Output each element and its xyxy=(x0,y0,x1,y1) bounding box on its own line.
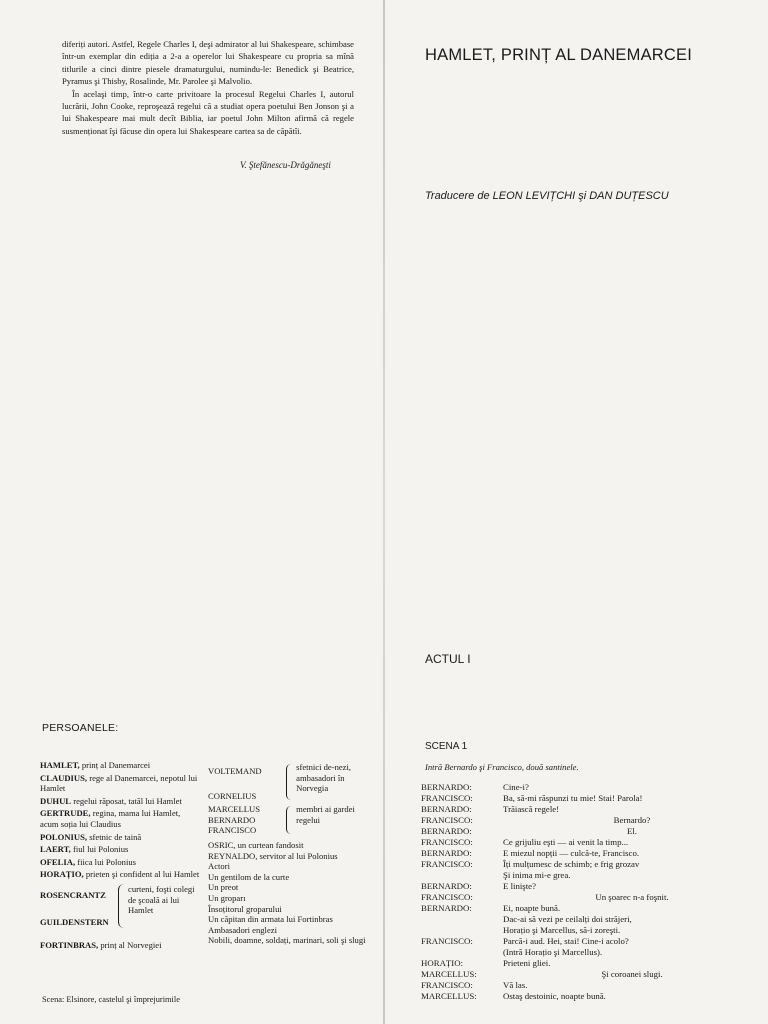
brace-group-courtiers xyxy=(40,884,200,940)
dialogue-line xyxy=(421,914,761,925)
intro-paragraph: diferiți autori. Astfel, Regele Charles I, deşi admirator al lui Shakespeare, schimbase într-un exemplar din ediția a 2-a a operelor lui Shakespeare cu propria sa mînă titlurile a cinci dintre piesele dramaturgului, numindu-le: Benedick şi Beatrice, Pyramus şi Thisby, Rosalinde, Mr. Parolee şi Malvolio. xyxy=(62,39,354,87)
line-text: Îți mulțumesc de schimb; e frig grozav xyxy=(503,859,640,869)
line-text: Şi inima mi-e grea. xyxy=(503,870,571,880)
dialogue-line xyxy=(421,804,761,815)
scene-heading: SCENA 1 xyxy=(425,741,468,752)
person-desc: curteni, foşti colegi de şcoală ai lui Hamlet xyxy=(128,883,195,916)
person-name: BERNARDO xyxy=(208,814,256,825)
dialogue-line xyxy=(421,782,761,793)
brace-mark xyxy=(286,764,291,800)
person-entry: GERTRUDE, regina, mama lui Hamlet, acum soția lui Claudius xyxy=(40,808,181,829)
person-desc: sfetnici de-nezi, ambasadori în Norvegia xyxy=(296,762,352,794)
person-entry: HORAȚIO, prieten şi confident al lui Hamlet xyxy=(40,869,200,880)
dialogue-line xyxy=(421,947,761,958)
persons-list-left xyxy=(40,760,200,953)
speaker-name: BERNARDO: xyxy=(421,804,472,814)
persons-heading: PERSOANELE: xyxy=(42,722,119,734)
line-text: Parcă-i aud. Hei, stai! Cine-i acolo? xyxy=(503,936,629,946)
person-name: MARCELLUS xyxy=(208,804,261,814)
line-text: El. xyxy=(626,826,638,836)
line-text: E miezul nopții — culcă-te, Francisco. xyxy=(503,848,640,858)
dialogue-line xyxy=(421,936,761,947)
dialogue-line xyxy=(421,815,761,826)
dialogue-line xyxy=(421,903,761,914)
person-name: GUILDENSTERN xyxy=(40,916,109,927)
line-text: (Intră Horațio şi Marcellus). xyxy=(503,947,603,957)
speaker-name xyxy=(421,914,503,925)
person-entry: POLONIUS, sfetnic de taină xyxy=(40,831,142,842)
line-text: Bernardo? xyxy=(613,815,651,825)
dialogue-line xyxy=(421,958,761,969)
person-name: VOLTEMAND xyxy=(208,766,262,776)
dialogue-line xyxy=(421,870,761,881)
speaker-name: FRANCISCO: xyxy=(421,815,473,825)
dialogue-line xyxy=(421,837,761,848)
speaker-name: BERNARDO: xyxy=(421,826,472,836)
person-entry: Un căpitan din armata lui Fortinbras xyxy=(208,914,333,925)
line-text: Trăiască regele! xyxy=(503,804,560,814)
dialogue-line xyxy=(421,848,761,859)
person-entry: OFELIA, fiica lui Polonius xyxy=(40,856,136,867)
person-name: FRANCISCO xyxy=(208,825,257,836)
dialogue-line xyxy=(421,826,761,837)
person-entry: Un groparı xyxy=(208,892,246,903)
person-entry: Actori xyxy=(208,861,230,872)
right-page xyxy=(385,0,768,1024)
dialogue-line xyxy=(421,793,761,804)
act-heading: ACTUL I xyxy=(425,652,471,666)
speaker-name xyxy=(421,870,503,881)
person-desc: membri ai gardei regelui xyxy=(296,804,355,825)
person-entry: LAERT, fiul lui Polonius xyxy=(40,844,129,855)
person-entry: REYNALDO, servitor al lui Polonius xyxy=(208,850,338,861)
speaker-name: FRANCISCO: xyxy=(421,837,473,847)
brace-mark xyxy=(118,884,125,928)
brace-mark xyxy=(286,806,291,834)
person-entry: DUHUL regelui răposat, tatăl lui Hamlet xyxy=(40,795,182,806)
speaker-name: FRANCISCO: xyxy=(421,892,473,902)
line-text: E linişte? xyxy=(503,881,536,891)
speaker-name xyxy=(421,925,503,936)
brace-group-ambassadors xyxy=(208,762,373,800)
line-text: Un şoarec n-a foşnit. xyxy=(595,892,669,902)
play-title: HAMLET, PRINȚ AL DANEMARCEI xyxy=(425,46,693,64)
scene-location: Scena: Elsinore, castelul şi împrejurimile xyxy=(42,995,180,1004)
speaker-name: MARCELLUS: xyxy=(421,969,477,979)
persons-list-right xyxy=(208,762,373,946)
person-entry: Un gentilom de la curte xyxy=(208,871,290,882)
dialogue-line xyxy=(421,969,761,980)
translators-credit: Traducere de LEON LEVIȚCHI şi DAN DUȚESCU xyxy=(425,190,669,202)
dialogue-line xyxy=(421,881,761,892)
person-entry: OSRIC, un curtean fandosit xyxy=(208,840,304,850)
person-name: CORNELIUS xyxy=(208,790,257,801)
brace-group-guards xyxy=(208,804,373,836)
person-entry: FORTINBRAS, prinț al Norvegiei xyxy=(40,939,162,950)
dialogue-line xyxy=(421,925,761,936)
speaker-name: FRANCISCO: xyxy=(421,980,473,990)
person-entry: Ambasadori englezi xyxy=(208,924,277,935)
line-text: Ba, să-mi răspunzi tu mie! Stai! Parola! xyxy=(503,793,643,803)
speaker-name: BERNARDO: xyxy=(421,782,472,792)
speaker-name: MARCELLUS: xyxy=(421,991,477,1001)
person-name: ROSENCRANTZ xyxy=(40,889,106,900)
intro-paragraph: În acelaşi timp, într-o carte privitoare la procesul Regelui Charles I, autorul lucrării, John Cooke, reproşează regelui că a studiat opera poetului Ben Jonson şi a lui Shakespeare mai mult decît Biblia, iar poetul John Milton afirmă că regele susmenționat îşi făcuse din opera lui Shakespeare cartea sa de căpătîi. xyxy=(62,88,354,136)
dialogue-line xyxy=(421,892,761,903)
stage-direction: Intră Bernardo şi Francisco, două santinele. xyxy=(425,762,579,772)
line-text: Ce grijuliu eşti — ai venit la timp... xyxy=(503,837,629,847)
speaker-name: FRANCISCO: xyxy=(421,936,473,946)
speaker-name: BERNARDO: xyxy=(421,903,472,913)
person-entry: Însoțitorul groparului xyxy=(208,903,282,914)
line-text: Dac-ai să vezi pe ceilalți doi străjeri, xyxy=(503,914,632,924)
intro-text xyxy=(62,38,354,137)
person-entry: Nobili, doamne, soldați, marinari, soli şi slugi xyxy=(208,935,366,946)
line-text: Prieteni gliei. xyxy=(503,958,551,968)
dialogue xyxy=(421,782,761,1002)
person-entry: CLAUDIUS, rege al Danemarcei, nepotul lui Hamlet xyxy=(40,772,198,794)
left-page xyxy=(0,0,383,1024)
dialogue-line xyxy=(421,991,761,1002)
line-text: Ei, noapte bună. xyxy=(503,903,561,913)
author-signature: V. Ştefănescu-Drăgăneşti xyxy=(240,160,331,170)
speaker-name: FRANCISCO: xyxy=(421,859,473,869)
line-text: Horațio şi Marcellus, să-i zoreşti. xyxy=(503,925,621,935)
line-text: Şi coroanei slugi. xyxy=(601,969,663,979)
person-entry: HAMLET, prinț al Danemarcei xyxy=(40,760,151,770)
line-text: Vă las. xyxy=(503,980,528,990)
line-text: Cine-i? xyxy=(503,782,529,792)
speaker-name: HORAȚIO: xyxy=(421,958,464,968)
person-entry: Un preot xyxy=(208,882,239,893)
speaker-name: BERNARDO: xyxy=(421,881,472,891)
line-text: Ostaş destoinic, noapte bună. xyxy=(503,991,606,1001)
speaker-name xyxy=(421,947,503,958)
dialogue-line xyxy=(421,980,761,991)
dialogue-line xyxy=(421,859,761,870)
speaker-name: FRANCISCO: xyxy=(421,793,473,803)
speaker-name: BERNARDO: xyxy=(421,848,472,858)
